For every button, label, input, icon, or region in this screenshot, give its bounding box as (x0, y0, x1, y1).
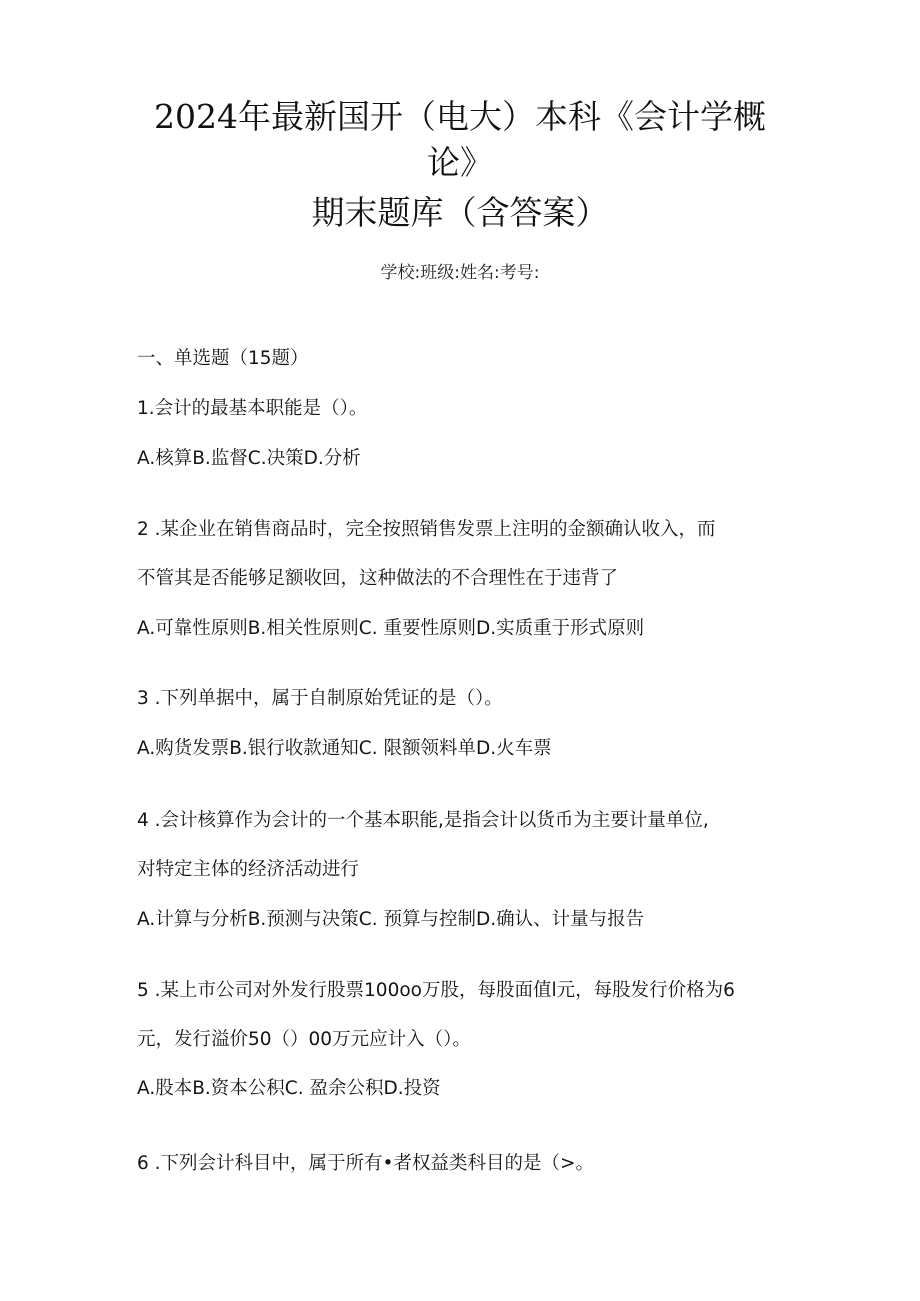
student-info-line: 学校:班级:姓名:考号: (380, 263, 540, 283)
question-6-stem: 6 .下列会计科目中，属于所有•者权益类科目的是（>。 (137, 1153, 594, 1174)
question-1-options: A.核算B.监督C.决策D.分析 (137, 448, 361, 469)
question-2-stem-line-2: 不管其是否能够足额收回，这种做法的不合理性在于违背了 (137, 568, 619, 589)
question-2-options: A.可靠性原则B.相关性原则C. 重要性原则D.实质重于形式原则 (137, 618, 645, 639)
document-title-line-3: 期末题库（含答案） (311, 193, 609, 232)
section-heading: 一、单选题（15题） (137, 348, 309, 369)
document-title-line-1: 2024年最新国开（电大）本科《会计学概 (154, 97, 766, 136)
question-5-options: A.股本B.资本公积C. 盈余公积D.投资 (137, 1078, 441, 1099)
question-4-options: A.计算与分析B.预测与决策C. 预算与控制D.确认、计量与报告 (137, 909, 645, 930)
document-title-line-2: 论》 (427, 143, 493, 182)
question-4-stem-line-2: 对特定主体的经济活动进行 (137, 859, 360, 880)
question-2-stem-line-1: 2 .某企业在销售商品时，完全按照销售发票上注明的金额确认收入，而 (137, 519, 716, 540)
question-4-stem-line-1: 4 .会计核算作为会计的一个基本职能,是指会计以货币为主要计量单位, (137, 810, 709, 831)
question-5-stem-line-2: 元，发行溢价50（）00万元应计入（）。 (137, 1029, 471, 1050)
question-3-stem: 3 .下列单据中，属于自制原始凭证的是（）。 (137, 688, 503, 709)
question-5-stem-line-1: 5 .某上市公司对外发行股票100oo万股，每股面值l元，每股发行价格为6 (137, 980, 735, 1001)
question-3-options: A.购货发票B.银行收款通知C. 限额领料单D.火车票 (137, 738, 552, 759)
question-1-stem: 1.会计的最基本职能是（）。 (137, 398, 368, 419)
